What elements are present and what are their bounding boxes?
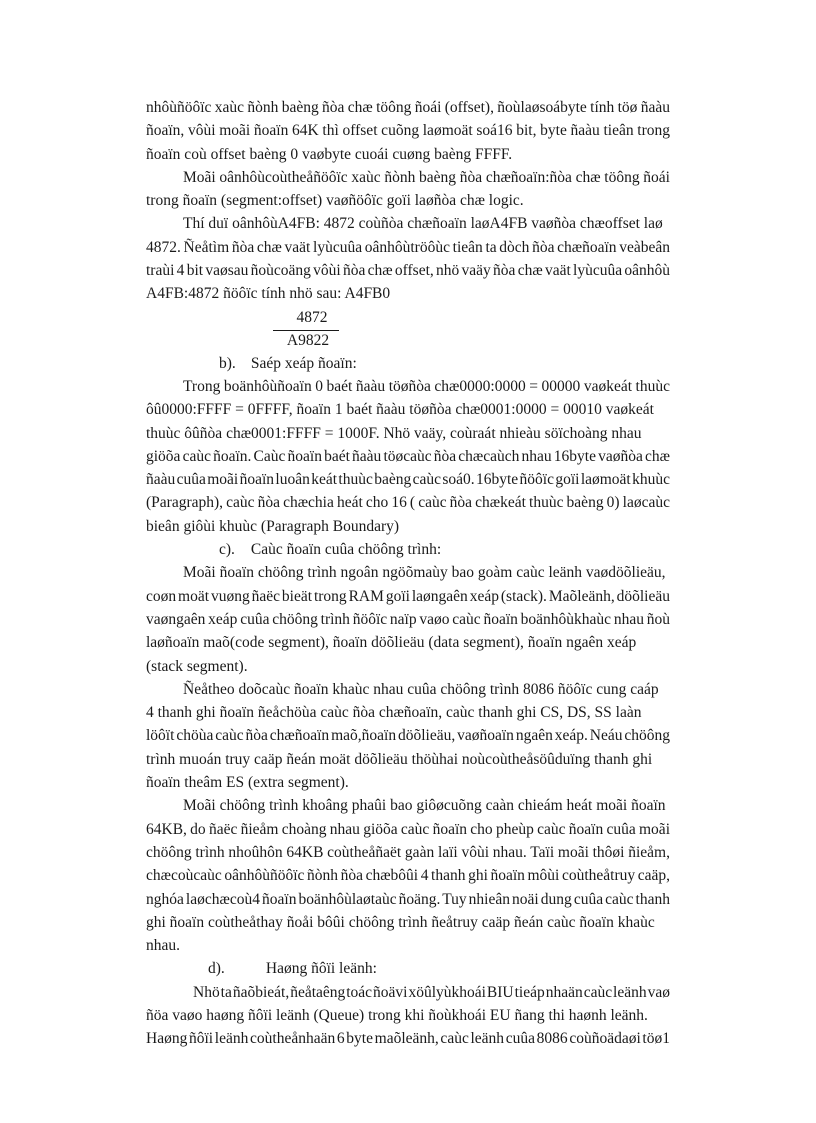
paragraph-physical-address-example [146,212,670,305]
text-line: 4872. Ñeåtìm ñòa chæ vaät lyùcuûa oânhôùtröôùc tieân ta dòch ñòa chæñoaïn veàbeân [146,238,670,256]
text-line: traùi 4 bit vaøsau ñoùcoäng vôùi ñòa chæ offset, nhö vaäy ñòa chæ vaät lyùcuûa oânhôù [146,262,670,280]
text-line: ôû0000:FFFF = 0FFFF, ñoaïn 1 baét ñaàu töøñòa chæ0001:0000 = 00010 vaøkeát [146,401,654,419]
heading-text: Haøng ñôïi leänh: [265,960,377,978]
text-line: trình muoán truy caäp ñeán moät döõlieäu thöùhai noùcoùtheåsöûduïng thanh ghi [146,750,653,768]
text-line: ñöa vaøo haøng ñôïi leänh (Queue) trong khi ñoùkhoái EU ñang thi haønh leänh. [146,1006,648,1024]
text-line: coøn moät vuøng ñaëc bieät trong RAM goïi laøngaên xeáp (stack). Maõleänh, döõlieäu [146,587,670,605]
text-line: Moãi chöông trình khoâng phaûi bao giôøcuõng caàn chieám heát moãi ñoaïn [183,797,666,815]
text-line: (stack segment). [146,657,248,675]
text-line: Ñeåtheo doõcaùc ñoaïn khaùc nhau cuûa chöông trình 8086 ñöôïc cung caáp [183,680,659,698]
text-line: ñaàu cuûa moãi ñoaïn luoân keát thuùc baèng caùc soá0. 16byte ñöôïc goïi laømoät khuùc [146,471,670,489]
section-heading-d [146,957,670,980]
text-line: trong ñoaïn (segment:offset) vaøñöôïc goïi laøñòa chæ logic. [146,192,524,210]
heading-text: Saép xeáp ñoaïn: [250,354,357,372]
text-line: giöõa caùc ñoaïn. Caùc ñoaïn baét ñaàu töøcaùc ñòa chæcaùch nhau 16byte vaøñòa chæ [146,447,670,465]
paragraph-logical-address [146,166,670,213]
heading-number: c). [219,541,235,559]
text-line: ghi ñoaïn coùtheåthay ñoåi bôûi chöông trình ñeåtruy caäp ñeán caùc ñoaïn khaùc [146,913,655,931]
heading-number: d). [208,960,225,978]
text-line: laøñoaïn maõ(code segment), ñoaïn döõlieäu (data segment), ñoaïn ngaên xeáp [146,634,637,652]
section-heading-c [146,538,670,561]
text-line: chæcoùcaùc oânhôùñöôïc ñònh ñòa chæbôûi 4 thanh ghi ñoaïn môùi coùtheåtruy caäp, [146,867,670,885]
text-line: Nhö ta ñaõbieát, ñeåtaêng toác ñoävi xöûlyùkhoái BIU tieáp nhaän caùc leänh vaø [193,983,670,1001]
calc-addend: 4872 [296,308,328,326]
text-line: Thí duï oânhôùA4FB: 4872 coùñòa chæñoaïn laøA4FB vaøñòa chæoffset laø [183,215,663,233]
text-line: 64KB, do ñaëc ñieåm choàng nhau giöõa caùc ñoaïn cho pheùp caùc ñoaïn cuûa moãi [146,820,670,838]
paragraph-segment-registers [146,678,670,794]
text-line: ñoaïn coù offset baèng 0 vaøbyte cuoái cuøng baèng FFFF. [146,145,513,163]
paragraph-segment-arrangement [146,375,670,538]
text-line: chöông trình nhoûhôn 64KB coùtheåñaët gaàn laïi vôùi nhau. Taïi moãi thôøi ñieåm, [146,843,670,861]
text-line: Moãi ñoaïn chöông trình ngoân ngöõmaùy bao goàm caùc leänh vaødöõlieäu, [183,564,666,582]
text-line: Moãi oânhôùcoùtheåñöôïc xaùc ñònh baèng ñòa chæñoaïn:ñòa chæ töông ñoái [183,168,670,186]
text-line: nhau. [146,937,181,955]
text-line: nhôùñöôïc xaùc ñònh baèng ñòa chæ töông ñoái (offset), ñoùlaøsoábyte tính töø ñaàu [146,99,670,116]
section-heading-b [146,352,670,375]
paragraph-offset-intro [146,96,670,166]
text-line: A4FB:4872 ñöôïc tính nhö sau: A4FB0 [146,285,391,303]
document-page [146,96,670,1051]
text-line: Haøng ñôïi leänh coùtheånhaän 6 byte maõleänh, caùc leänh cuûa 8086 coùñoädaøi töø1 [146,1030,670,1048]
heading-number: b). [219,354,236,372]
text-line: 4 thanh ghi ñoaïn ñeåchöùa caùc ñòa chæñoaïn, caùc thanh ghi CS, DS, SS laàn [146,704,642,722]
address-calculation [146,306,670,352]
text-line: Trong boänhôùñoaïn 0 baét ñaàu töøñòa chæ0000:0000 = 00000 vaøkeát thuùc [183,377,670,395]
calc-result: A9822 [286,331,330,349]
heading-text: Caùc ñoaïn cuûa chöông trình: [250,541,442,559]
text-line: (Paragraph), caùc ñòa chæchia heát cho 16 ( caùc ñòa chækeát thuùc baèng 0) laøcaùc [146,494,670,512]
paragraph-overlapping-segments [146,794,670,957]
paragraph-instruction-queue [146,981,670,1051]
text-line: bieân giôùi khuùc (Paragraph Boundary) [146,517,400,535]
text-line: thuùc ôûñòa chæ0001:FFFF = 1000F. Nhö vaäy, coùraát nhieàu söïchoàng nhau [146,424,642,442]
paragraph-program-segments [146,561,670,677]
text-line: ñoaïn, vôùi moãi ñoaïn 64K thì offset cuõng laømoät soá16 bit, byte ñaàu tieân trong [146,122,670,140]
text-line: ñoaïn theâm ES (extra segment). [146,774,349,792]
text-line: vaøngaên xeáp cuûa chöông trình ñöôïc naïp vaøo caùc ñoaïn boänhôùkhaùc nhau ñoù [146,610,670,628]
text-line: löôït chöùa caùc ñòa chæñoaïn maõ,ñoaïn döõlieäu, vaøñoaïn ngaên xeáp. Neáu chöông [146,727,670,745]
text-line: nghóa laøchæcoù4 ñoaïn boänhôùlaøtaùc ñoäng. Tuy nhieân noäi dung cuûa caùc thanh [146,890,670,908]
